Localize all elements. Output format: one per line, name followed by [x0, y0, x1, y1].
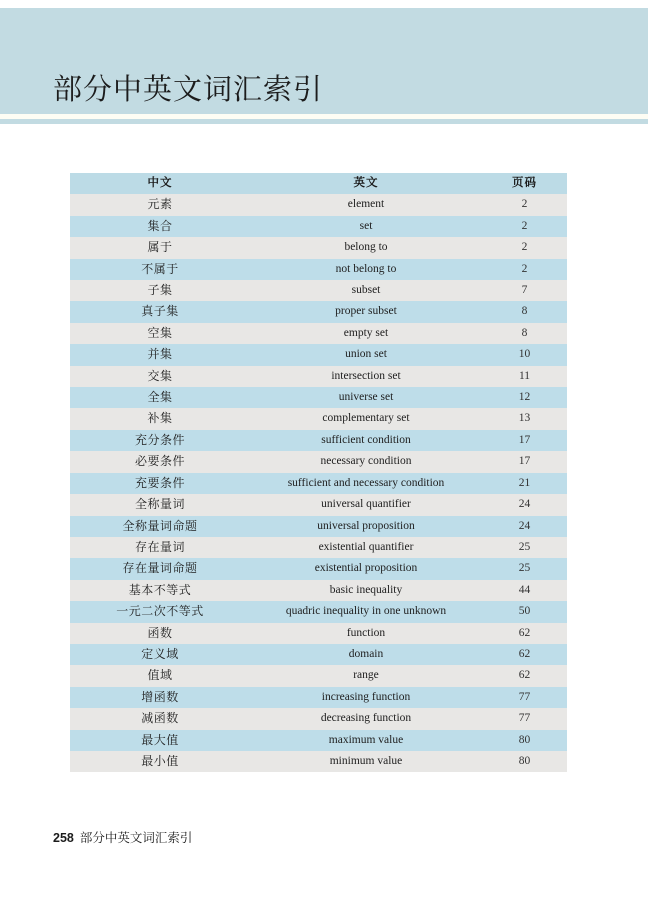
table-body [70, 194, 567, 772]
cell-chinese-term: 值域 [70, 665, 250, 686]
cell-english-term: increasing function [250, 687, 482, 708]
cell-english-term: necessary condition [250, 451, 482, 472]
cell-chinese-term: 全称量词 [70, 494, 250, 515]
cell-page-number: 44 [482, 580, 567, 601]
cell-page-number: 77 [482, 708, 567, 729]
column-header-page: 页码 [482, 173, 567, 194]
table-row [70, 430, 567, 451]
table-row [70, 387, 567, 408]
cell-chinese-term: 子集 [70, 280, 250, 301]
cell-page-number: 11 [482, 366, 567, 387]
cell-english-term: decreasing function [250, 708, 482, 729]
cell-english-term: element [250, 194, 482, 215]
table-row [70, 751, 567, 772]
table-row [70, 665, 567, 686]
cell-chinese-term: 空集 [70, 323, 250, 344]
cell-page-number: 62 [482, 623, 567, 644]
cell-english-term: proper subset [250, 301, 482, 322]
cell-page-number: 25 [482, 537, 567, 558]
column-header-english: 英文 [250, 173, 482, 194]
cell-chinese-term: 全称量词命题 [70, 516, 250, 537]
cell-page-number: 17 [482, 430, 567, 451]
cell-chinese-term: 充要条件 [70, 473, 250, 494]
cell-english-term: maximum value [250, 730, 482, 751]
cell-chinese-term: 全集 [70, 387, 250, 408]
cell-english-term: intersection set [250, 366, 482, 387]
table-row [70, 708, 567, 729]
cell-page-number: 8 [482, 323, 567, 344]
table-row [70, 473, 567, 494]
page-footer [53, 828, 192, 846]
table-row [70, 494, 567, 515]
cell-english-term: range [250, 665, 482, 686]
cell-page-number: 13 [482, 408, 567, 429]
table-row [70, 623, 567, 644]
cell-english-term: basic inequality [250, 580, 482, 601]
cell-chinese-term: 存在量词 [70, 537, 250, 558]
cell-english-term: complementary set [250, 408, 482, 429]
table-row [70, 366, 567, 387]
table-row [70, 687, 567, 708]
cell-page-number: 10 [482, 344, 567, 365]
table-row [70, 451, 567, 472]
cell-page-number: 24 [482, 494, 567, 515]
cell-chinese-term: 补集 [70, 408, 250, 429]
column-header-chinese: 中文 [70, 173, 250, 194]
cell-page-number: 12 [482, 387, 567, 408]
cell-english-term: empty set [250, 323, 482, 344]
table-row [70, 516, 567, 537]
cell-english-term: set [250, 216, 482, 237]
cell-chinese-term: 基本不等式 [70, 580, 250, 601]
cell-english-term: existential proposition [250, 558, 482, 579]
table-row [70, 344, 567, 365]
cell-page-number: 25 [482, 558, 567, 579]
table-row [70, 280, 567, 301]
cell-page-number: 2 [482, 194, 567, 215]
cell-page-number: 24 [482, 516, 567, 537]
cell-chinese-term: 定义域 [70, 644, 250, 665]
cell-page-number: 21 [482, 473, 567, 494]
cell-english-term: sufficient condition [250, 430, 482, 451]
cell-chinese-term: 不属于 [70, 259, 250, 280]
page-header-band [0, 8, 648, 114]
cell-english-term: union set [250, 344, 482, 365]
cell-chinese-term: 减函数 [70, 708, 250, 729]
cell-english-term: universe set [250, 387, 482, 408]
cell-page-number: 2 [482, 259, 567, 280]
cell-chinese-term: 真子集 [70, 301, 250, 322]
table-row [70, 644, 567, 665]
cell-chinese-term: 最大值 [70, 730, 250, 751]
cell-page-number: 8 [482, 301, 567, 322]
table-row [70, 301, 567, 322]
cell-chinese-term: 并集 [70, 344, 250, 365]
cell-chinese-term: 集合 [70, 216, 250, 237]
cell-chinese-term: 充分条件 [70, 430, 250, 451]
cell-english-term: subset [250, 280, 482, 301]
table-row [70, 216, 567, 237]
cell-page-number: 7 [482, 280, 567, 301]
page-title: 部分中英文词汇索引 [53, 74, 324, 106]
table-row [70, 323, 567, 344]
table-header-row [70, 173, 567, 194]
cell-english-term: function [250, 623, 482, 644]
cell-chinese-term: 一元二次不等式 [70, 601, 250, 622]
cell-chinese-term: 函数 [70, 623, 250, 644]
vocabulary-index-table [70, 173, 567, 772]
cell-english-term: sufficient and necessary condition [250, 473, 482, 494]
table-row [70, 580, 567, 601]
cell-chinese-term: 属于 [70, 237, 250, 258]
cell-english-term: universal quantifier [250, 494, 482, 515]
table-row [70, 259, 567, 280]
table-row [70, 601, 567, 622]
cell-page-number: 62 [482, 665, 567, 686]
table-row [70, 237, 567, 258]
cell-chinese-term: 必要条件 [70, 451, 250, 472]
cell-english-term: belong to [250, 237, 482, 258]
cell-english-term: minimum value [250, 751, 482, 772]
table-header [70, 173, 567, 194]
cell-english-term: domain [250, 644, 482, 665]
cell-chinese-term: 元素 [70, 194, 250, 215]
table-row [70, 730, 567, 751]
table-row [70, 558, 567, 579]
cell-page-number: 77 [482, 687, 567, 708]
cell-page-number: 50 [482, 601, 567, 622]
cell-page-number: 17 [482, 451, 567, 472]
cell-english-term: existential quantifier [250, 537, 482, 558]
cell-english-term: quadric inequality in one unknown [250, 601, 482, 622]
table-row [70, 537, 567, 558]
cell-page-number: 2 [482, 237, 567, 258]
header-rule [0, 119, 648, 124]
cell-english-term: not belong to [250, 259, 482, 280]
running-head: 部分中英文词汇索引 [79, 831, 193, 845]
cell-page-number: 2 [482, 216, 567, 237]
table-row [70, 408, 567, 429]
cell-chinese-term: 最小值 [70, 751, 250, 772]
cell-page-number: 80 [482, 730, 567, 751]
table-row [70, 194, 567, 215]
cell-page-number: 62 [482, 644, 567, 665]
cell-chinese-term: 增函数 [70, 687, 250, 708]
cell-chinese-term: 存在量词命题 [70, 558, 250, 579]
cell-chinese-term: 交集 [70, 366, 250, 387]
cell-page-number: 80 [482, 751, 567, 772]
cell-english-term: universal proposition [250, 516, 482, 537]
page-number: 258 [53, 831, 74, 845]
